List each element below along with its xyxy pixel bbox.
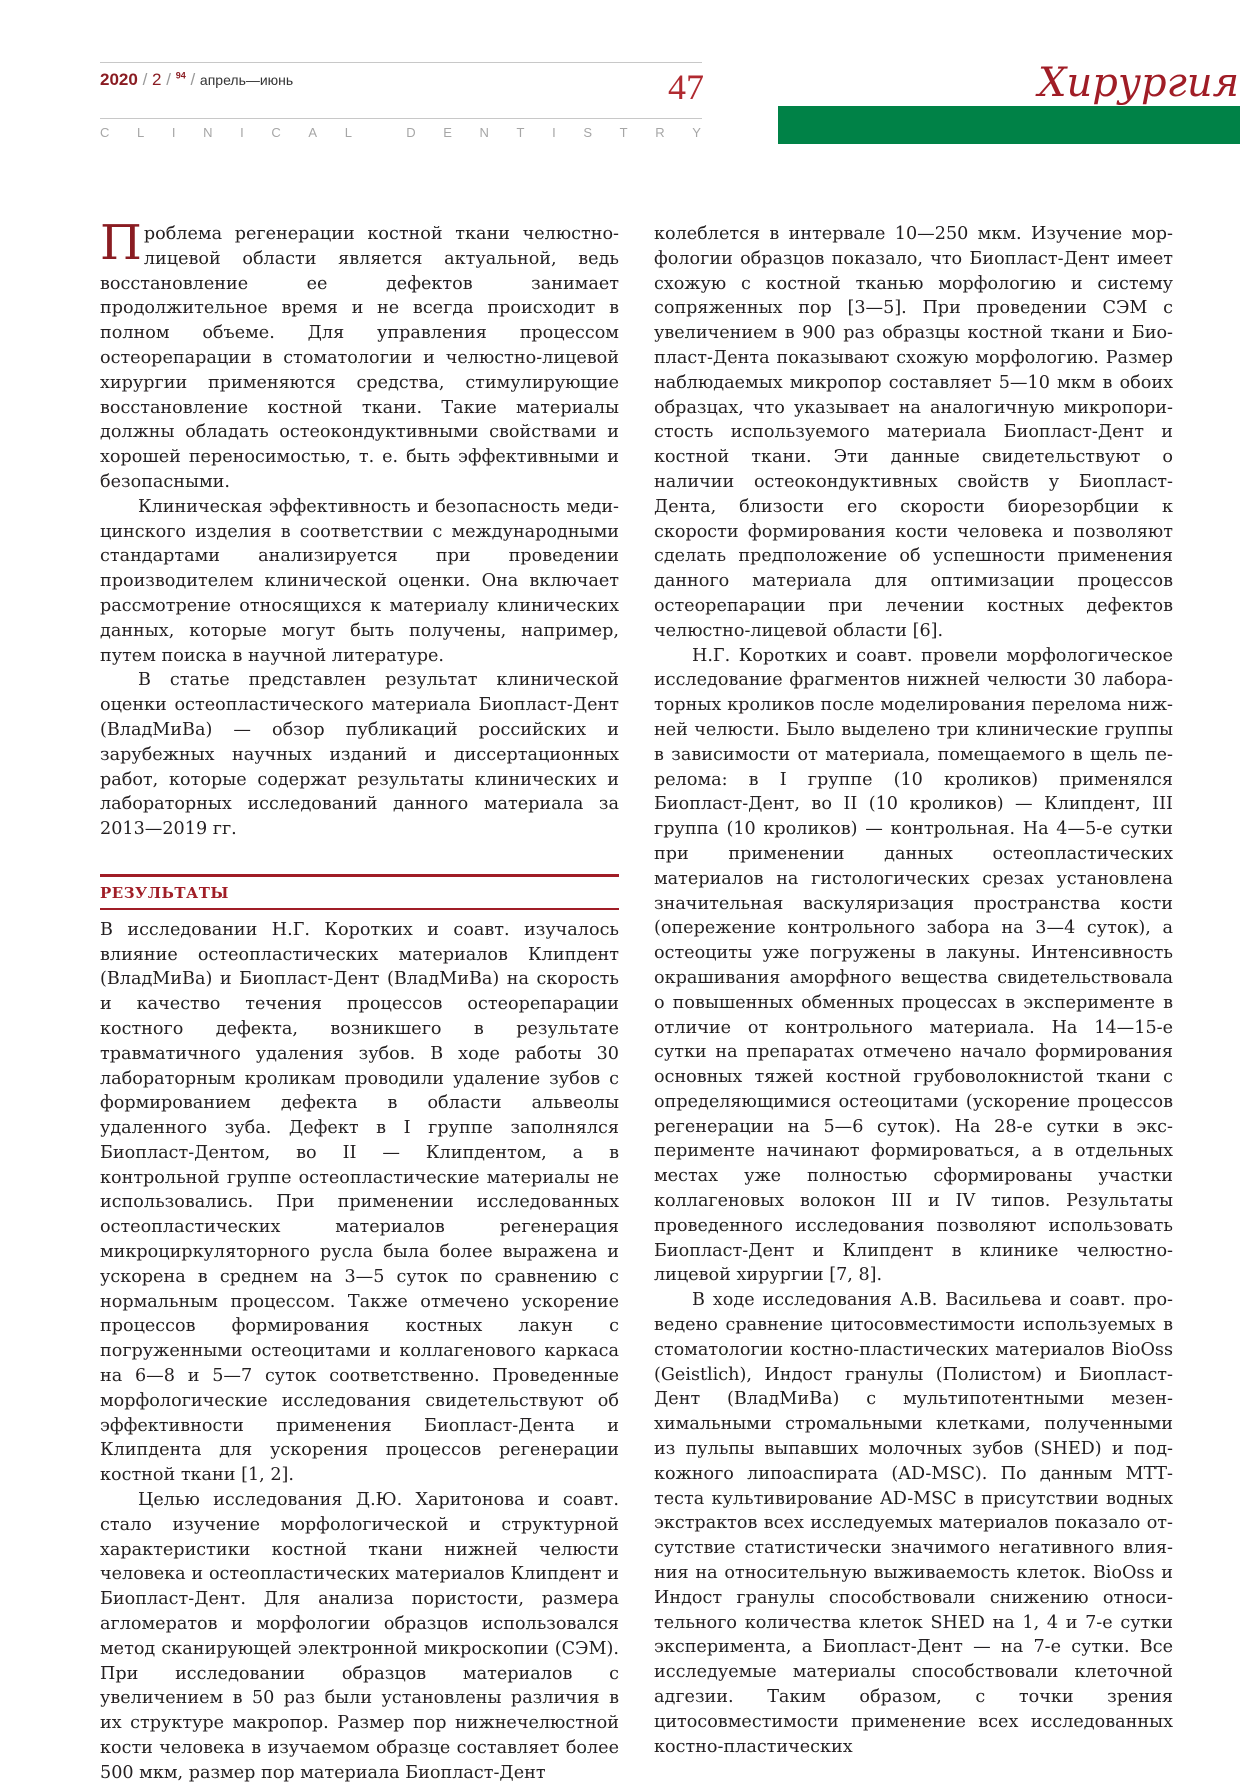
issue-separator: / xyxy=(190,70,196,89)
right-column xyxy=(654,222,1173,1759)
issue-separator: / xyxy=(166,70,171,89)
page-number: 47 xyxy=(668,67,704,107)
intro-paragraph: В статье представлен результат клинической оценки остеопластического материала Биопласт-Дент (ВладМиВа) — обзор публикаций российских и зарубежных научных изданий и диссертационных работ, которые содержат результаты клинических и лабораторных исследований данного материала за 2013—2019 гг. xyxy=(100,670,619,840)
results-heading xyxy=(100,874,619,910)
results-paragraph: Целью исследования Д.Ю. Харитонова и соавт. стало изучение морфологической и структурной характеристики костной ткани нижней челюсти человека и остеопластических материалов Клипдент и Биопласт-Дент. Для анализа пористости, размера агломератов и морфологии образцов использовался метод сканирующей электронной микроскопии (СЭМ). При исследовании образцов материалов с увеличением в 50 раз были установлены различия в их структуре макропор. Размер пор нижнечелюстной кости человека в изучаемом образце составляет более 500 мкм, размер пор материала Биопласт-Дент xyxy=(100,1490,619,1783)
issue-months: апрель—июнь xyxy=(199,72,294,88)
issue-separator: / xyxy=(142,70,148,89)
header-top-rule xyxy=(100,62,702,63)
issue-info xyxy=(100,70,293,90)
section-color-bar xyxy=(778,106,1240,144)
results-paragraph: В исследовании Н.Г. Коротких и соавт. изучалось влияние остеопластических материалов Клипдент (ВладМиВа) и Биопласт-Дент (ВладМиВа) на скорость и качество течения процессов остеорепарации костного дефекта, возникшего в результате травматичного удаления зубов. В ходе работы 30 лабораторным кроликам проводили удаление зубов с формированием дефекта в области альвеолы удаленного зуба. Дефект в I группе заполнялся Биопласт-Дентом, во II — Клипдентом, а в контрольной группе остеопластические материалы не использовались. При применении исследованных остеопластических материалов регенерация микроциркуляторного русла была более выражена и ускорена в среднем на 3—5 суток по сравнению с нормальным процессом. Также отмечено ускорение процессов формирования костных лакун с погруженными остеоцитами и коллагенового каркаса на 6—8 и 5—7 суток соответственно. Проведенные морфологические исследования свидетельствуют об эффективности применения Биопласт-Дента и Клипдента для ускорения процессов регенерации костной ткани [1, 2]. xyxy=(100,919,619,1486)
issue-year: 2020 xyxy=(100,70,138,89)
section-title: Хирургия xyxy=(1038,60,1240,106)
drop-cap: П xyxy=(100,215,142,271)
issue-total: 94 xyxy=(175,70,186,81)
intro-paragraph: Проблема регенерации костной ткани челюстно-лицевой области является актуальной, ведь восстановление ее дефектов занимает продолжительное время и не всегда происходит в полном объеме. Для управления процессом остеорепарации в стоматологии и челюстно-лицевой хирургии применяются средства, стимулирующие восстановление костной ткани. Такие материалы должны обладать остеокондуктивными свойствами и хорошей переносимостью, т. е. быть эффективными и безопасными. xyxy=(100,215,619,492)
intro-paragraph: Клиническая эффективность и безопасность медицинского изделия в соответствии с международными стандартами анализируется при проведении производителем клинической оценки. Она включает рассмотрение относящихся к материалу клинических данных, которые могут быть получены, например, путем поиска в научной литературе. xyxy=(100,496,619,666)
body-paragraph: Н.Г. Коротких и соавт. провели морфологическое исследование фрагментов нижней челюсти 30 лабораторных кроликов после моделирования перелома нижней челюсти. Было выделено три клинические группы в зависимости от материала, помещаемого в щель перелома: в I группе (10 кроликов) применялся Биопласт-Дент, во II (10 кроликов) — Клипдент, III группа (10 кроликов) — контрольная. На 4—5-е сутки при применении данных остеопластических материалов на гистологических срезах установлена значительная васкуляризация пространства кости (опережение контрольного забора на 3—4 суток), а остеоциты уже погружены в лакуны. Интенсивность окрашивания аморфного вещества свидетельствовала о повышенных обменных процессах в эксперименте в отличие от контрольного материала. На 14—15-е сутки на препаратах отмечено начало формирования основных тяжей костной грубоволокнистой ткани с определяющимися остеоцитами (ускорение процессов регенерации на 5—6 суток). На 28-е сутки в эксперименте начинают формироваться, а в отдельных местах уже полностью сформированы участки коллагеновых волокон III и IV типов. Результаты проведенного исследования позволяют использовать Биопласт-Дент и Клипдент в клинике челюстно-лицевой хирургии [7, 8]. xyxy=(654,645,1173,1286)
journal-name: C L I N I C A L D E N T I S T R Y xyxy=(100,125,702,140)
header-mid-rule xyxy=(100,118,702,119)
body-paragraph: колеблется в интервале 10—250 мкм. Изучение морфологии образцов показало, что Биопласт-Дент имеет схожую с костной тканью морфологию и систему сопряженных пор [3—5]. При проведении СЭМ с увеличением в 900 раз образцы костной ткани и Биопласт-Дента показывают схожую морфологию. Размер наблюдаемых микропор составляет 5—10 мкм в обоих образцах, что указывает на аналогичную микропористость используемого материала Биопласт-Дент и костной ткани. Эти данные свидетельствуют о наличии остеокондуктивных свойств у Биопласт-Дента, близости его скорости биорезорбции к скорости формирования кости человека и позволяют сделать предположение об успешности применения данного материала для оптимизации процессов остеорепарации при лечении костных дефектов челюстно-лицевой области [6]. xyxy=(654,224,1173,641)
results-heading-text: РЕЗУЛЬТАТЫ xyxy=(100,883,229,902)
body-paragraph: В ходе исследования А.В. Васильева и соавт. проведено сравнение цитосовместимости используемых в стоматологии костно-пластических материалов BioOss (Geistlich), Индост гранулы (Полистом) и Биопласт-Дент (ВладМиВа) с мультипотентными мезенхимальными стромальными клетками, полученными из пульпы выпавших молочных зубов (SHED) и подкожного липоаспирата (AD-MSC). По данным МТТ-теста культивирование AD-MSC в присутствии водных экстрактов всех исследуемых материалов показало отсутствие статистически значимого негативного влияния на относительную выживаемость клеток. BioOss и Индост гранулы способствовали снижению относительного количества клеток SHED на 1, 4 и 7-е сутки эксперимента, а Биопласт-Дент — на 7-е сутки. Все исследуемые материалы способствовали клеточной адгезии. Таким образом, с точки зрения цитосовместимости применение всех исследованных костно-пластических xyxy=(654,1290,1173,1757)
left-column xyxy=(100,215,619,1786)
issue-number: 2 xyxy=(152,70,162,89)
